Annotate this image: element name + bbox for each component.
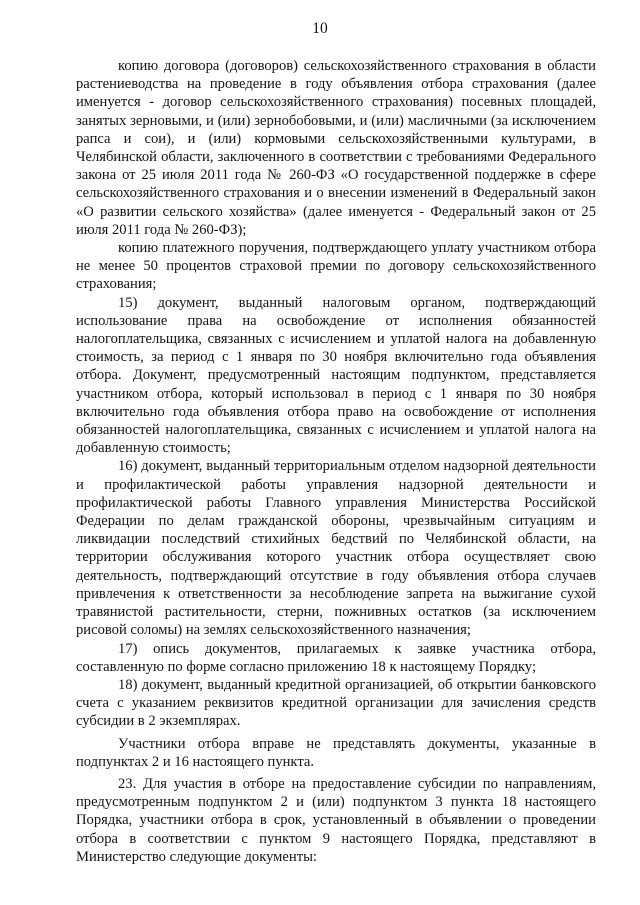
paragraph-clause-23: 23. Для участия в отборе на предоставление субсидии по направлениям, предусмотренным подпунктом 2 и (или) подпунктом 3 пункта 18 настоящего Порядка, участники отбора в срок, установленный в объявлении о проведении отбора в соответствии с пунктом 9 настоящего Порядка, представляют в Министерство следующие документы: (76, 775, 596, 865)
paragraph-item-18: 18) документ, выданный кредитной организацией, об открытии банковского счета с указанием реквизитов кредитной организации для зачисления средств субсидии в 2 экземплярах. (76, 676, 596, 730)
paragraph-item-16: 16) документ, выданный территориальным отделом надзорной деятельности и профилактической работы управления надзорной деятельности и профилактической работы Главного управления Министерства Российской Федерации по делам гражданской обороны, чрезвычайным ситуациям и ликвидации последствий стихийных бедствий по Челябинской области, на территории обслуживания которого участник отбора осуществляет свою деятельность, подтверждающий отсутствие в году объявления отбора случаев привлечения к ответственности за несоблюдение запрета на выжигание сухой травянистой растительности, стерни, пожнивных остатков (за исключением рисовой соломы) на землях сельскохозяйственного назначения; (76, 458, 596, 639)
paragraph-insurance-contract: копию договора (договоров) сельскохозяйственного страхования в области растениеводства на проведение в году объявления отбора страхования (далее именуется - договор сельскохозяйственного страхования) посевных площадей, занятых зерновыми, и (или) зернобобовыми, и (или) масличными (за исключением рапса и сои), и (или) кормовыми сельскохозяйственными культурами, в Челябинской области, заключенного в соответствии с требованиями Федерального закона от 25 июля 2011 года № 260-ФЗ «О государственной поддержке в сфере сельскохозяйственного страхования и о внесении изменений в Федеральный закон «О развитии сельского хозяйства» (далее именуется - Федеральный закон от 25 июля 2011 года № 260-ФЗ); (76, 58, 596, 238)
paragraph-item-15: 15) документ, выданный налоговым органом, подтверждающий использование права на освобождение от исполнения обязанностей налогоплательщика, связанных с исчислением и уплатой налога на добавленную стоимость, за период с 1 января по 30 ноября включительно года объявления отбора. Документ, предусмотренный настоящим подпунктом, представляется участником отбора, который использовал в период с 1 января по 30 ноября включительно года объявления отбора право на освобождение от исполнения обязанностей налогоплательщика, связанных с исчислением и уплатой налога на добавленную стоимость; (76, 294, 596, 457)
page-number: 10 (312, 20, 328, 37)
paragraph-payment-order: копию платежного поручения, подтверждающего уплату участником отбора не менее 50 процентов страховой премии по договору сельскохозяйственного страхования; (76, 240, 596, 293)
document-body (76, 57, 596, 866)
paragraph-optional-documents: Участники отбора вправе не представлять документы, указанные в подпунктах 2 и 16 настоящего пункта. (76, 735, 596, 770)
paragraph-item-17: 17) опись документов, прилагаемых к заявке участника отбора, составленную по форме согласно приложению 18 к настоящему Порядку; (76, 640, 596, 675)
